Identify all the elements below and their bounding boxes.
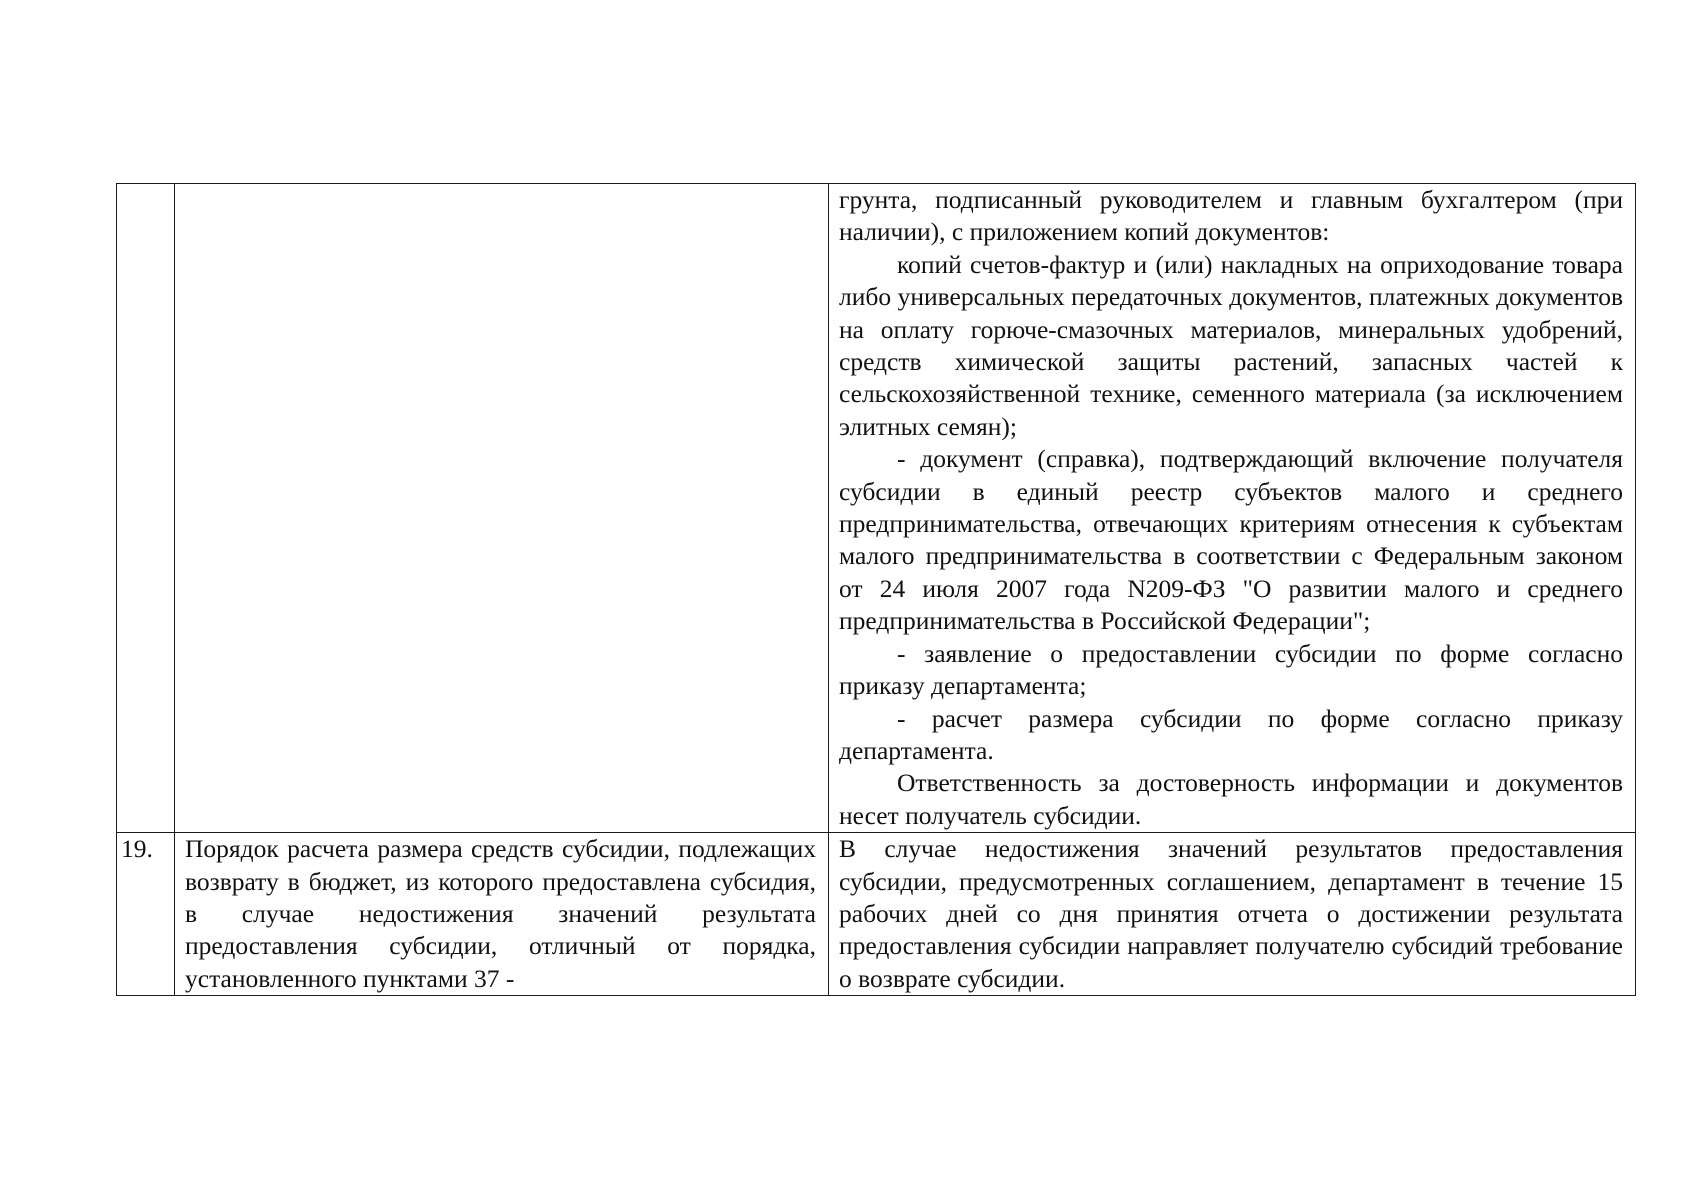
- content-paragraph: копий счетов-фактур и (или) накладных на оприходование товара либо универсальных передаточных документов, платежных документов на оплату горюче-смазочных материалов, минеральных удобрений, средств химической защиты растений, запасных частей к сельскохозяйственной технике, семенного материала (за исключением элитных семян);: [839, 249, 1623, 441]
- content-paragraph: В случае недостижения значений результатов предоставления субсидии, предусмотренных соглашением, департамент в течение 15 рабочих дней со дня принятия отчета о достижении результата предоставления субсидии направляет получателю субсидий требование о возврате субсидии.: [839, 834, 1623, 993]
- row-content-cell: [829, 833, 1636, 996]
- table-row-19: [117, 833, 1636, 996]
- table-row-continuation: [117, 184, 1636, 833]
- content-paragraph: - заявление о предоставлении субсидии по форме согласно приказу департамента;: [839, 638, 1623, 701]
- row-name-cell: [175, 184, 829, 833]
- row-number-cell: [117, 184, 175, 833]
- content-paragraph: - документ (справка), подтверждающий включение получателя субсидии в единый реестр субъектов малого и среднего предпринимательства, отвечающих критериям отнесения к субъектам малого предпринимательства в соответствии с Федеральным законом от 24 июля 2007 года N209-ФЗ "О развитии малого и среднего предпринимательства в Российской Федерации";: [839, 444, 1623, 636]
- row-content-cell: [829, 184, 1636, 833]
- row-name-wrapper: [185, 833, 816, 995]
- content-paragraph: Ответственность за достоверность информации и документов несет получатель субсидии.: [839, 768, 1623, 830]
- content-paragraph: - расчет размера субсидии по форме согласно приказу департамента.: [839, 703, 1623, 765]
- content-paragraph: грунта, подписанный руководителем и главным бухгалтером (при наличии), с приложением копий документов:: [839, 185, 1623, 247]
- row-content-wrapper: [839, 833, 1623, 995]
- row-name: Порядок расчета размера средств субсидии, подлежащих возврату в бюджет, из которого предоставлена субсидия, в случае недостижения значений результата предоставления субсидии, отличный от порядка, установленного пунктами 37 -: [185, 834, 816, 993]
- row-number-cell: [117, 833, 175, 996]
- document-table: [116, 183, 1636, 996]
- row-number: 19.: [121, 834, 153, 864]
- row-name-cell: [175, 833, 829, 996]
